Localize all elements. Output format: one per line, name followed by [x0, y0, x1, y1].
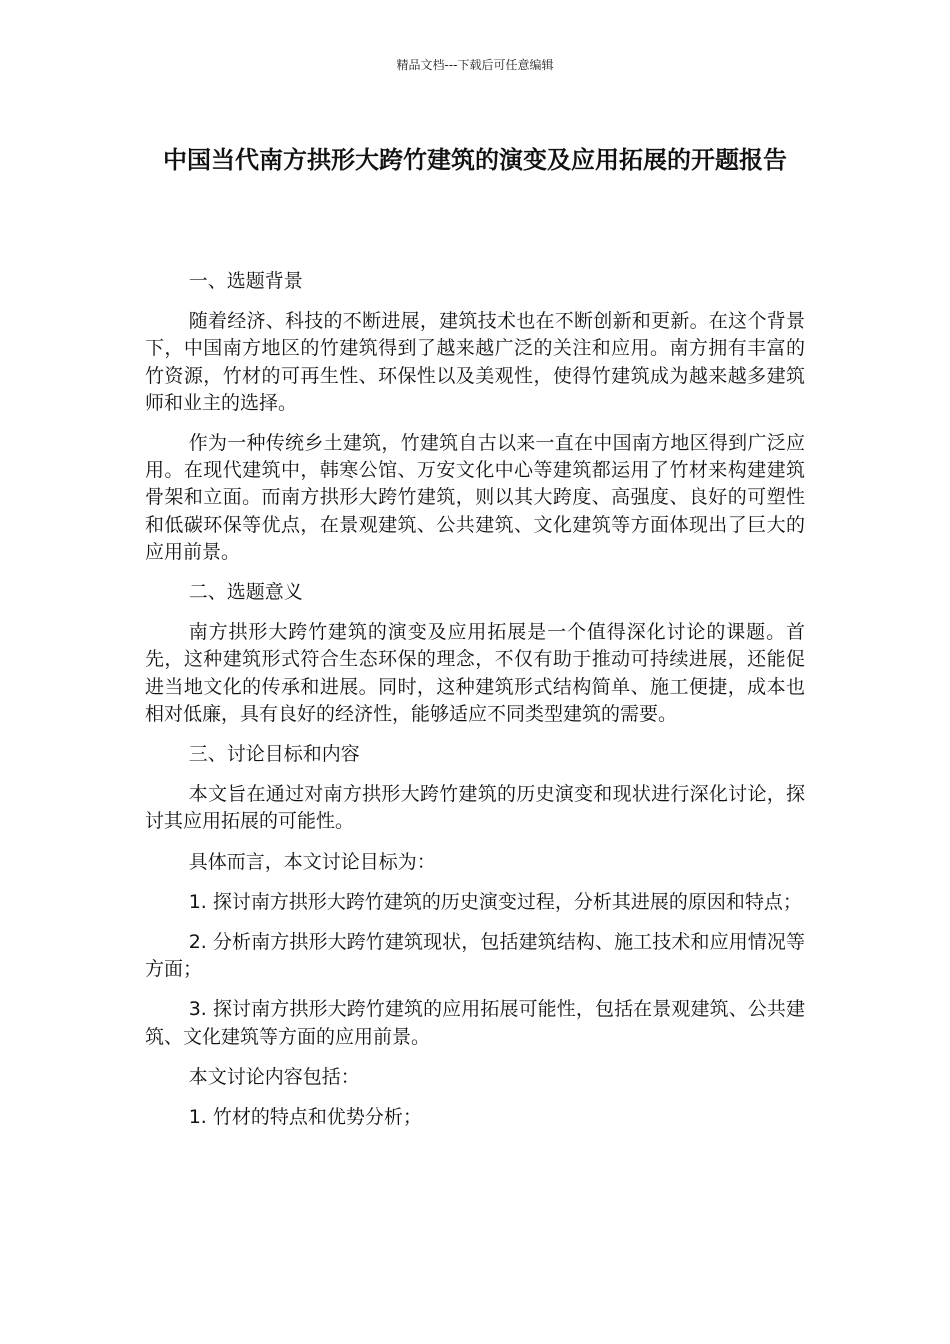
section-heading-background: 一、选题背景	[188, 270, 303, 292]
paragraph: 作为一种传统乡土建筑，竹建筑自古以来一直在中国南方地区得到广泛应用。在现代建筑中，韩寒公馆、万安文化中心等建筑都运用了竹材来构建建筑骨架和立面。而南方拱形大跨竹建筑，则以其大跨度、高强度、良好的可塑性和低碳环保等优点，在景观建筑、公共建筑、文化建筑等方面体现出了巨大的应用前景。	[145, 432, 805, 563]
list-item: 3. 探讨南方拱形大跨竹建筑的应用拓展可能性，包括在景观建筑、公共建筑、文化建筑等方面的应用前景。	[145, 998, 805, 1048]
section-heading-objectives: 三、讨论目标和内容	[188, 743, 360, 766]
list-item: 1. 竹材的特点和优势分析；	[188, 1106, 422, 1129]
list-item: 2. 分析南方拱形大跨竹建筑现状，包括建筑结构、施工技术和应用情况等方面；	[145, 931, 805, 981]
paragraph: 本文旨在通过对南方拱形大跨竹建筑的历史演变和现状进行深化讨论，探讨其应用拓展的可能性。	[145, 783, 805, 833]
section-heading-significance: 二、选题意义	[188, 581, 303, 604]
document-body	[145, 268, 805, 1144]
paragraph: 南方拱形大跨竹建筑的演变及应用拓展是一个值得深化讨论的课题。首先，这种建筑形式符合生态环保的理念，不仅有助于推动可持续进展，还能促进当地文化的传承和进展。同时，这种建筑形式结构简单、施工便捷，成本也相对低廉，具有良好的经济性，能够适应不同类型建筑的需要。	[145, 621, 805, 725]
page-header-note: 精品文档---下载后可任意编辑	[396, 58, 554, 72]
paragraph: 随着经济、科技的不断进展，建筑技术也在不断创新和更新。在这个背景下，中国南方地区的竹建筑得到了越来越广泛的关注和应用。南方拥有丰富的竹资源，竹材的可再生性、环保性以及美观性，使得竹建筑成为越来越多建筑师和业主的选择。	[145, 310, 805, 414]
document-title: 中国当代南方拱形大跨竹建筑的演变及应用拓展的开题报告	[163, 146, 787, 174]
paragraph: 本文讨论内容包括：	[188, 1065, 360, 1088]
paragraph: 具体而言，本文讨论目标为：	[188, 850, 436, 873]
list-item: 1. 探讨南方拱形大跨竹建筑的历史演变过程，分析其进展的原因和特点；	[188, 890, 802, 913]
